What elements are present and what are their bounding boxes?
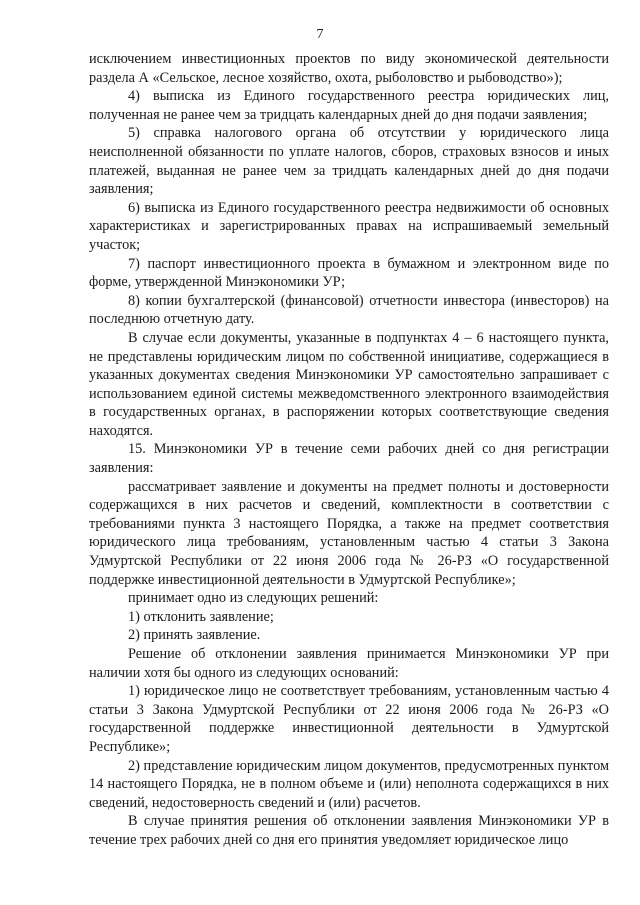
paragraph: исключением инвестиционных проектов по виду экономической деятельности раздела А «Сельское, лесное хозяйство, охота, рыболовство и рыбоводство»);: [89, 51, 609, 86]
list-item-accept: 2) принять заявление.: [128, 627, 261, 644]
page-number: 7: [316, 27, 324, 42]
paragraph: В случае принятия решения об отклонении заявления Минэкономики УР в течение трех рабочих дней со дня его принятия уведомляет юридическое лицо: [89, 813, 609, 848]
list-item-project-passport: 7) паспорт инвестиционного проекта в бумажном и электронном виде по форме, утвержденной Минэкономики УР;: [89, 255, 609, 291]
paragraph: Решение об отклонении заявления принимается Минэкономики УР при наличии хотя бы одного из следующих оснований:: [89, 646, 609, 681]
paragraph: принимает одно из следующих решений:: [128, 590, 379, 607]
list-item-rejection-ground-1: 1) юридическое лицо не соответствует требованиям, установленным частью 4 статьи 3 Закона Удмуртской Республики от 22 июня 2006 года № 26-РЗ «О государственной поддержке инвестиционной деятельности в Удмуртской Республике»;: [89, 683, 609, 755]
list-item-real-estate-extract: 6) выписка из Единого государственного реестра недвижимости об основных характеристиках и зарегистрированных правах на испрашиваемый земельный участок;: [89, 199, 609, 253]
list-item-rejection-ground-2: 2) представление юридическим лицом документов, предусмотренных пунктом 14 настоящего Порядка, не в полном объеме и (или) неполнота содержащихся в них сведений, недостоверность сведений и (или) расчетов.: [89, 757, 609, 811]
paragraph: рассматривает заявление и документы на предмет полноты и достоверности содержащихся в них расчетов и сведений, комплектности в соответствии с требованиями пункта 3 настоящего Порядка, а также на предмет соответствия юридического лица требованиям, установленным частью 4 статьи 3 Закона Удмуртской Республики от 22 июня 2006 года № 26-РЗ «О государственной поддержке инвестиционной деятельности в Удмуртской Республике»;: [89, 478, 609, 588]
document-body: [89, 50, 609, 850]
list-item-financial-statements: 8) копии бухгалтерской (финансовой) отчетности инвестора (инвесторов) на последнюю отчетную дату.: [89, 292, 609, 328]
list-item-extract-legal-entities: 4) выписка из Единого государственного реестра юридических лиц, полученная не ранее чем за тридцать календарных дней до дня подачи заявления;: [89, 88, 609, 123]
list-item-reject: 1) отклонить заявление;: [128, 608, 274, 625]
paragraph: В случае если документы, указанные в подпунктах 4 – 6 настоящего пункта, не представлены юридическим лицом по собственной инициативе, содержащиеся в указанных документах сведения Минэкономики УР самостоятельно запрашивает с использованием единой системы межведомственного электронного взаимодействия в государственных органах, в распоряжении которых соответствующие сведения находятся.: [89, 329, 609, 439]
list-item-tax-certificate: 5) справка налогового органа об отсутствии у юридического лица неисполненной обязанности по уплате налогов, сборов, страховых взносов и иных платежей, выданная не ранее чем за тридцать календарных дней до дня подачи заявления;: [89, 125, 609, 198]
clause-15-heading: 15. Минэкономики УР в течение семи рабочих дней со дня регистрации заявления:: [89, 441, 609, 477]
